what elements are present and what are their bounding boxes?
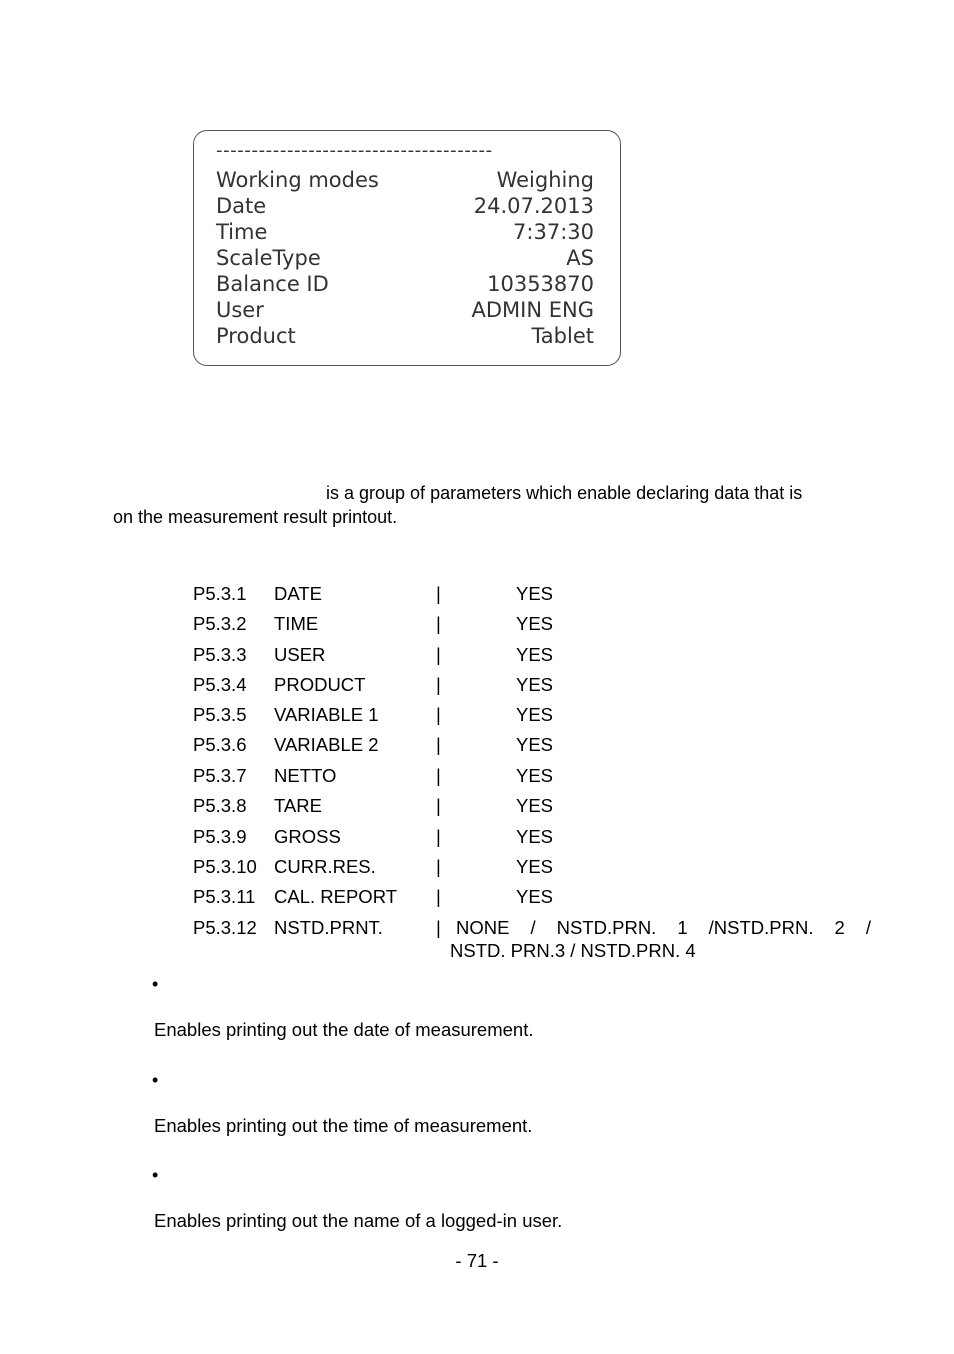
- parameter-separator: |: [436, 856, 441, 877]
- parameter-name: USER: [274, 644, 326, 665]
- parameter-row: [193, 642, 871, 668]
- parameter-row: [193, 611, 871, 637]
- parameter-code: P5.3.3: [193, 644, 247, 665]
- parameter-value: YES: [516, 886, 554, 907]
- option-part: NSTD.PRN.: [556, 917, 657, 938]
- parameter-name: VARIABLE 2: [274, 734, 379, 755]
- page-number: - 71 -: [455, 1250, 499, 1271]
- parameter-code: P5.3.7: [193, 765, 247, 786]
- parameter-code: P5.3.5: [193, 704, 247, 725]
- option-part: /: [865, 917, 871, 938]
- intro-paragraph: [113, 481, 871, 529]
- parameter-code: P5.3.11: [193, 886, 256, 907]
- parameter-row: [193, 854, 871, 880]
- bullet-icon: •: [152, 974, 159, 994]
- printout-label: Time: [216, 220, 268, 244]
- parameter-separator: |: [436, 826, 441, 847]
- parameter-row: [193, 884, 871, 910]
- printout-row: [216, 193, 594, 219]
- bullet-icon: •: [152, 1165, 159, 1185]
- parameter-code: P5.3.6: [193, 734, 247, 755]
- parameter-name: GROSS: [274, 826, 341, 847]
- parameter-separator: |: [436, 886, 441, 907]
- printout-label: ScaleType: [216, 246, 321, 270]
- parameter-separator: |: [436, 795, 441, 816]
- printout-value: 7:37:30: [513, 220, 594, 244]
- parameter-code: P5.3.9: [193, 826, 247, 847]
- printout-label: User: [216, 298, 264, 322]
- parameter-value: YES: [516, 856, 554, 877]
- parameter-row: [193, 824, 871, 850]
- printout-row: [216, 323, 594, 349]
- parameter-name: TIME: [274, 613, 319, 634]
- parameter-code: P5.3.8: [193, 795, 247, 816]
- printout-row: [216, 245, 594, 271]
- parameter-value-options-line2: NSTD. PRN.3 / NSTD.PRN. 4: [450, 940, 696, 961]
- parameter-row: [193, 793, 871, 819]
- parameter-row: [193, 763, 871, 789]
- option-part: 2: [834, 917, 845, 938]
- parameter-row: [193, 702, 871, 728]
- printout-row: [216, 219, 594, 245]
- parameter-name: NETTO: [274, 765, 337, 786]
- parameter-name: VARIABLE 1: [274, 704, 379, 725]
- parameter-code: P5.3.2: [193, 613, 247, 634]
- parameter-name: CAL. REPORT: [274, 886, 398, 907]
- parameter-value: YES: [516, 613, 554, 634]
- parameter-name: PRODUCT: [274, 674, 366, 695]
- printout-row: [216, 297, 594, 323]
- printout-value: ADMIN ENG: [471, 298, 594, 322]
- parameter-code: P5.3.1: [193, 583, 247, 604]
- printout-label: Product: [216, 324, 296, 348]
- parameter-separator: |: [436, 674, 441, 695]
- parameter-row: [193, 732, 871, 758]
- printout-row: [216, 271, 594, 297]
- printout-value: 10353870: [487, 272, 594, 296]
- printout-row: [216, 167, 594, 193]
- parameter-separator: |: [436, 917, 441, 938]
- parameter-row: [193, 581, 871, 607]
- option-part: 1: [677, 917, 688, 938]
- option-part: NONE: [456, 917, 510, 938]
- parameter-name: TARE: [274, 795, 322, 816]
- parameter-separator: |: [436, 583, 441, 604]
- option-part: /: [530, 917, 536, 938]
- parameter-value: YES: [516, 734, 554, 755]
- parameter-separator: |: [436, 613, 441, 634]
- bullet-icon: •: [152, 1070, 159, 1090]
- parameter-separator: |: [436, 734, 441, 755]
- printout-value: Weighing: [496, 168, 594, 192]
- option-part: /NSTD.PRN.: [708, 917, 814, 938]
- parameter-code: P5.3.10: [193, 856, 257, 877]
- parameter-name: DATE: [274, 583, 322, 604]
- printout-value: 24.07.2013: [473, 194, 594, 218]
- bullet-description: Enables printing out the name of a logged-in user.: [154, 1210, 563, 1231]
- bullet-description: Enables printing out the date of measurement.: [154, 1019, 534, 1040]
- parameter-code: P5.3.12: [193, 917, 257, 938]
- parameter-separator: |: [436, 644, 441, 665]
- parameter-value: YES: [516, 674, 554, 695]
- parameter-name: NSTD.PRNT.: [274, 917, 383, 938]
- parameter-value: YES: [516, 644, 554, 665]
- parameter-separator: |: [436, 704, 441, 725]
- intro-line-2: on the measurement result printout.: [113, 507, 398, 527]
- parameter-value: YES: [516, 704, 554, 725]
- printout-dashed-line: ---------------------------------------: [216, 141, 493, 161]
- parameter-value: YES: [516, 826, 554, 847]
- printout-label: Working modes: [216, 168, 379, 192]
- parameter-row: [193, 672, 871, 698]
- printout-label: Balance ID: [216, 272, 329, 296]
- printout-label: Date: [216, 194, 267, 218]
- printout-value: AS: [566, 246, 594, 270]
- intro-line-1: is a group of parameters which enable declaring data that is: [326, 483, 803, 503]
- bullet-description: Enables printing out the time of measurement.: [154, 1115, 533, 1136]
- parameter-code: P5.3.4: [193, 674, 247, 695]
- parameter-value: YES: [516, 795, 554, 816]
- parameter-value: YES: [516, 583, 554, 604]
- parameter-name: CURR.RES.: [274, 856, 376, 877]
- printout-value: Tablet: [531, 324, 594, 348]
- printout-example-box: [193, 130, 621, 366]
- parameter-separator: |: [436, 765, 441, 786]
- parameter-value: YES: [516, 765, 554, 786]
